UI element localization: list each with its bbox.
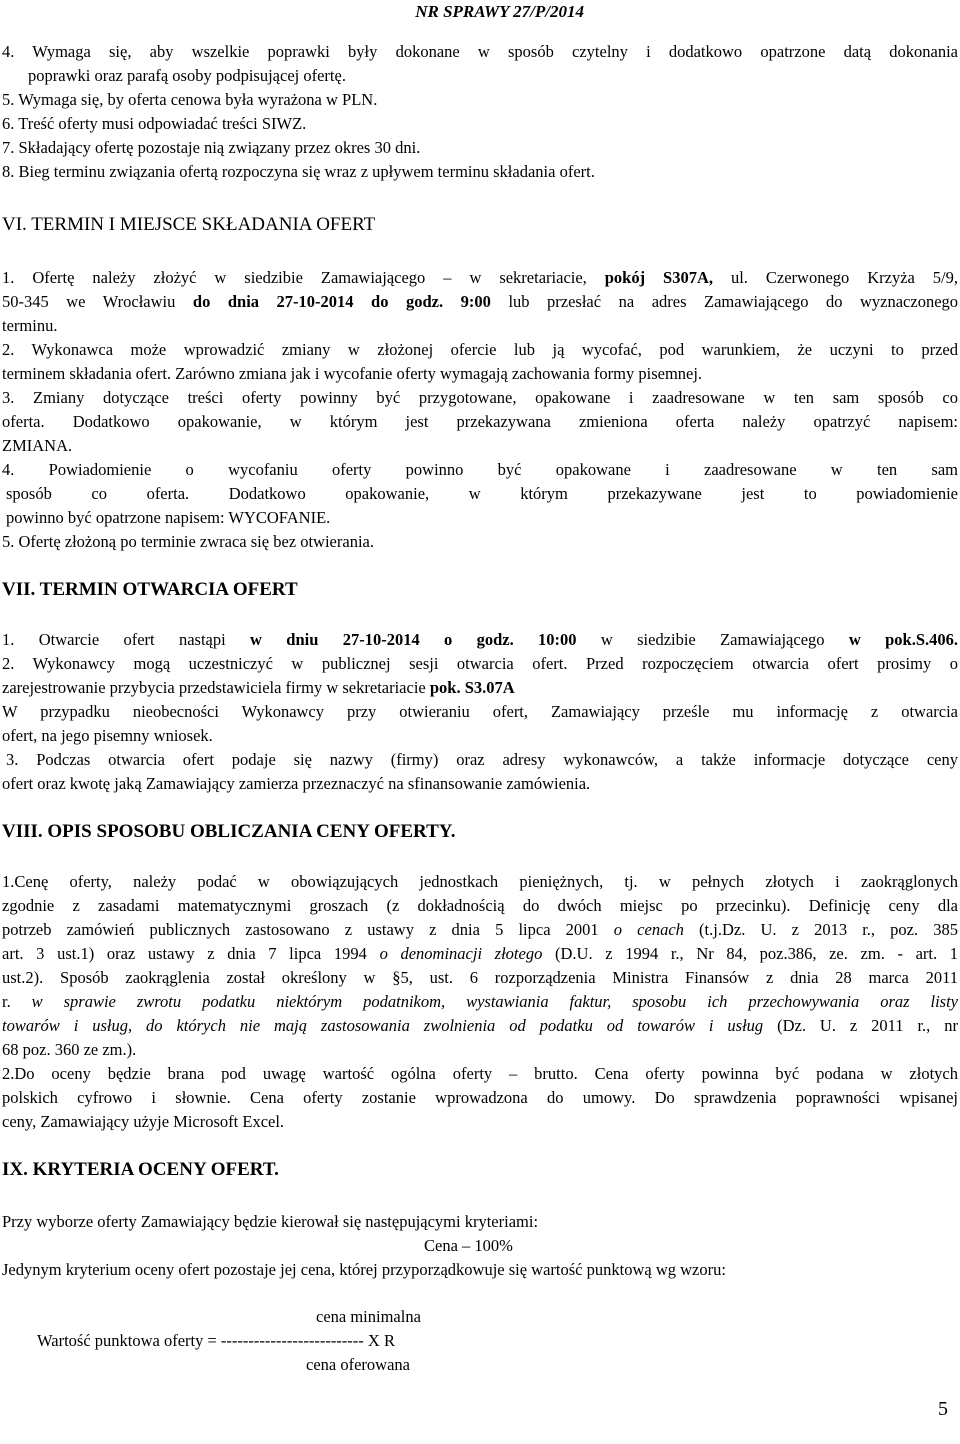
section-viii-line-8: 68 poz. 360 ze zm.).: [2, 1040, 137, 1059]
section-viii-line-6: r. w sprawie zwrotu podatku niektórym podatnikom, wystawiania faktur, sposobu ich przechowywania oraz listy: [2, 992, 958, 1011]
section-viii-p2-line-3: ceny, Zamawiający użyje Microsoft Excel.: [2, 1112, 285, 1131]
section-vii-p3-line-1: W przypadku nieobecności Wykonawcy przy otwieraniu ofert, Zamawiający prześle mu informację z otwarcia: [2, 702, 958, 721]
section-viii-line-5: ust.2). Sposób zaokrąglenia został określony w §5, ust. 6 rozporządzenia Ministra Finansów z dnia 28 marca 2011: [2, 968, 958, 987]
section-vii-p2-line-1: 2. Wykonawcy mogą uczestniczyć w publicznej sesji otwarcia ofert. Przed rozpoczęciem otwarcia ofert prosimy o: [2, 654, 958, 673]
case-number-header: NR SPRAWY 27/P/2014: [415, 2, 584, 21]
section-viii-p2-line-1: 2.Do oceny będzie brana pod uwagę wartość ogólna oferty – brutto. Cena oferty powinna być podana w złotych: [2, 1064, 958, 1083]
section-vi-p3-line-2: oferta. Dodatkowo opakowanie, w którym jest przekazywana zmieniona oferta należy opatrzyć napisem:: [2, 412, 958, 431]
section-vii-p4-line-1: 3. Podczas otwarcia ofert podaje się nazwy (firmy) oraz adresy wykonawców, a także informacje dotyczące ceny: [6, 750, 958, 769]
section-vii-p3-line-2: ofert, na jego pisemny wniosek.: [2, 726, 213, 745]
section-vi-p2-line-2: terminem składania ofert. Zarówno zmiana jak i wycofanie oferty wymagają zachowania formy pisemnej.: [2, 364, 703, 383]
section-vi-p1-line-3: terminu.: [2, 316, 58, 335]
section-viii-line-3: potrzeb zamówień publicznych zastosowano z ustawy z dnia 5 lipca 2001 o cenach (t.j.Dz. U. z 2013 r., poz. 385: [2, 920, 959, 939]
item-8: 8. Bieg terminu związania ofertą rozpoczyna się wraz z upływem terminu składania ofert.: [2, 162, 595, 181]
section-vi-p2-line-1: 2. Wykonawca może wprowadzić zmiany w złożonej ofercie lub ją wycofać, pod warunkiem, że uczyni to przed: [2, 340, 958, 359]
section-viii-line-2: zgodnie z zasadami matematycznymi groszach (z dokładnością do dwóch miejsc po przecinku). Definicję ceny dla: [2, 896, 958, 915]
formula-label: Wartość punktowa oferty = -------------------------- X R: [37, 1331, 395, 1350]
page-number: 5: [938, 1398, 948, 1420]
section-vii-p1: 1. Otwarcie ofert nastąpi w dniu 27-10-2014 o godz. 10:00 w siedzibie Zamawiającego w pok.S.406.: [2, 630, 959, 649]
item-4-line-1: 4. Wymaga się, aby wszelkie poprawki były dokonane w sposób czytelny i dodatkowo opatrzone datą dokonania: [2, 42, 958, 61]
section-viii-line-4: art. 3 ust.1) oraz ustawy z dnia 7 lipca 1994 o denominacji złotego (D.U. z 1994 r., Nr 84, poz.386, ze. zm. - art. 1: [2, 944, 959, 963]
section-vi-p4-line-2: sposób co oferta. Dodatkowo opakowanie, w którym przekazywane jest to powiadomienie: [6, 484, 958, 503]
section-vi-p5: 5. Ofertę złożoną po terminie zwraca się bez otwierania.: [2, 532, 374, 551]
section-vi-p3-line-1: 3. Zmiany dotyczące treści oferty powinny być przygotowane, opakowane i zaadresowane w ten sam sposób co: [2, 388, 958, 407]
section-ix-heading: IX. KRYTERIA OCENY OFERT.: [2, 1159, 279, 1180]
section-vii-p4-line-2: ofert oraz kwotę jaką Zamawiający zamierza przeznaczyć na sfinansowanie zamówienia.: [2, 774, 591, 793]
item-6: 6. Treść oferty musi odpowiadać treści SIWZ.: [2, 114, 307, 133]
formula-denominator: cena oferowana: [306, 1355, 410, 1374]
section-vi-heading: VI. TERMIN I MIEJSCE SKŁADANIA OFERT: [2, 214, 376, 235]
item-7: 7. Składający ofertę pozostaje nią związany przez okres 30 dni.: [2, 138, 421, 157]
item-5: 5. Wymaga się, by oferta cenowa była wyrażona w PLN.: [2, 90, 378, 109]
criteria-intro: Przy wyborze oferty Zamawiający będzie kierował się następującymi kryteriami:: [2, 1212, 539, 1231]
item-4-line-2: poprawki oraz parafą osoby podpisującej ofertę.: [28, 66, 346, 85]
section-viii-heading: VIII. OPIS SPOSOBU OBLICZANIA CENY OFERTY.: [2, 821, 456, 842]
section-vii-heading: VII. TERMIN OTWARCIA OFERT: [2, 579, 298, 600]
section-vi-p4-line-1: 4. Powiadomienie o wycofaniu oferty powinno być opakowane i zaadresowane w ten sam: [2, 460, 958, 479]
section-vi-p3-line-3: ZMIANA.: [2, 436, 73, 455]
section-viii-p2-line-2: polskich cyfrowo i słownie. Cena oferty zostanie wprowadzona do umowy. Do sprawdzenia poprawności wpisanej: [2, 1088, 958, 1107]
section-vi-p1-line-2: 50-345 we Wrocławiu do dnia 27-10-2014 do godz. 9:00 lub przesłać na adres Zamawiającego do wyznaczonego: [2, 292, 959, 311]
formula-numerator: cena minimalna: [316, 1307, 421, 1326]
section-vi-p4-line-3: powinno być opatrzone napisem: WYCOFANIE.: [6, 508, 331, 527]
section-vi-p1-line-1: 1. Ofertę należy złożyć w siedzibie Zamawiającego – w sekretariacie, pokój S307A, ul. Czerwonego Krzyża 5/9,: [2, 268, 958, 287]
section-viii-line-7: towarów i usług, do których nie mają zastosowania zwolnienia od podatku od towarów i usług (Dz. U. z 2011 r., nr: [2, 1016, 958, 1035]
section-vii-p2-line-2: zarejestrowanie przybycia przedstawiciela firmy w sekretariacie pok. S3.07A: [2, 678, 515, 697]
criterion-price: Cena – 100%: [424, 1236, 513, 1255]
section-viii-line-1: 1.Cenę oferty, należy podać w obowiązujących jednostkach pieniężnych, tj. w pełnych złotych i zaokrąglonych: [2, 872, 958, 891]
only-criterion: Jedynym kryterium oceny ofert pozostaje jej cena, której przyporządkowuje się wartość punktową wg wzoru:: [2, 1260, 726, 1279]
